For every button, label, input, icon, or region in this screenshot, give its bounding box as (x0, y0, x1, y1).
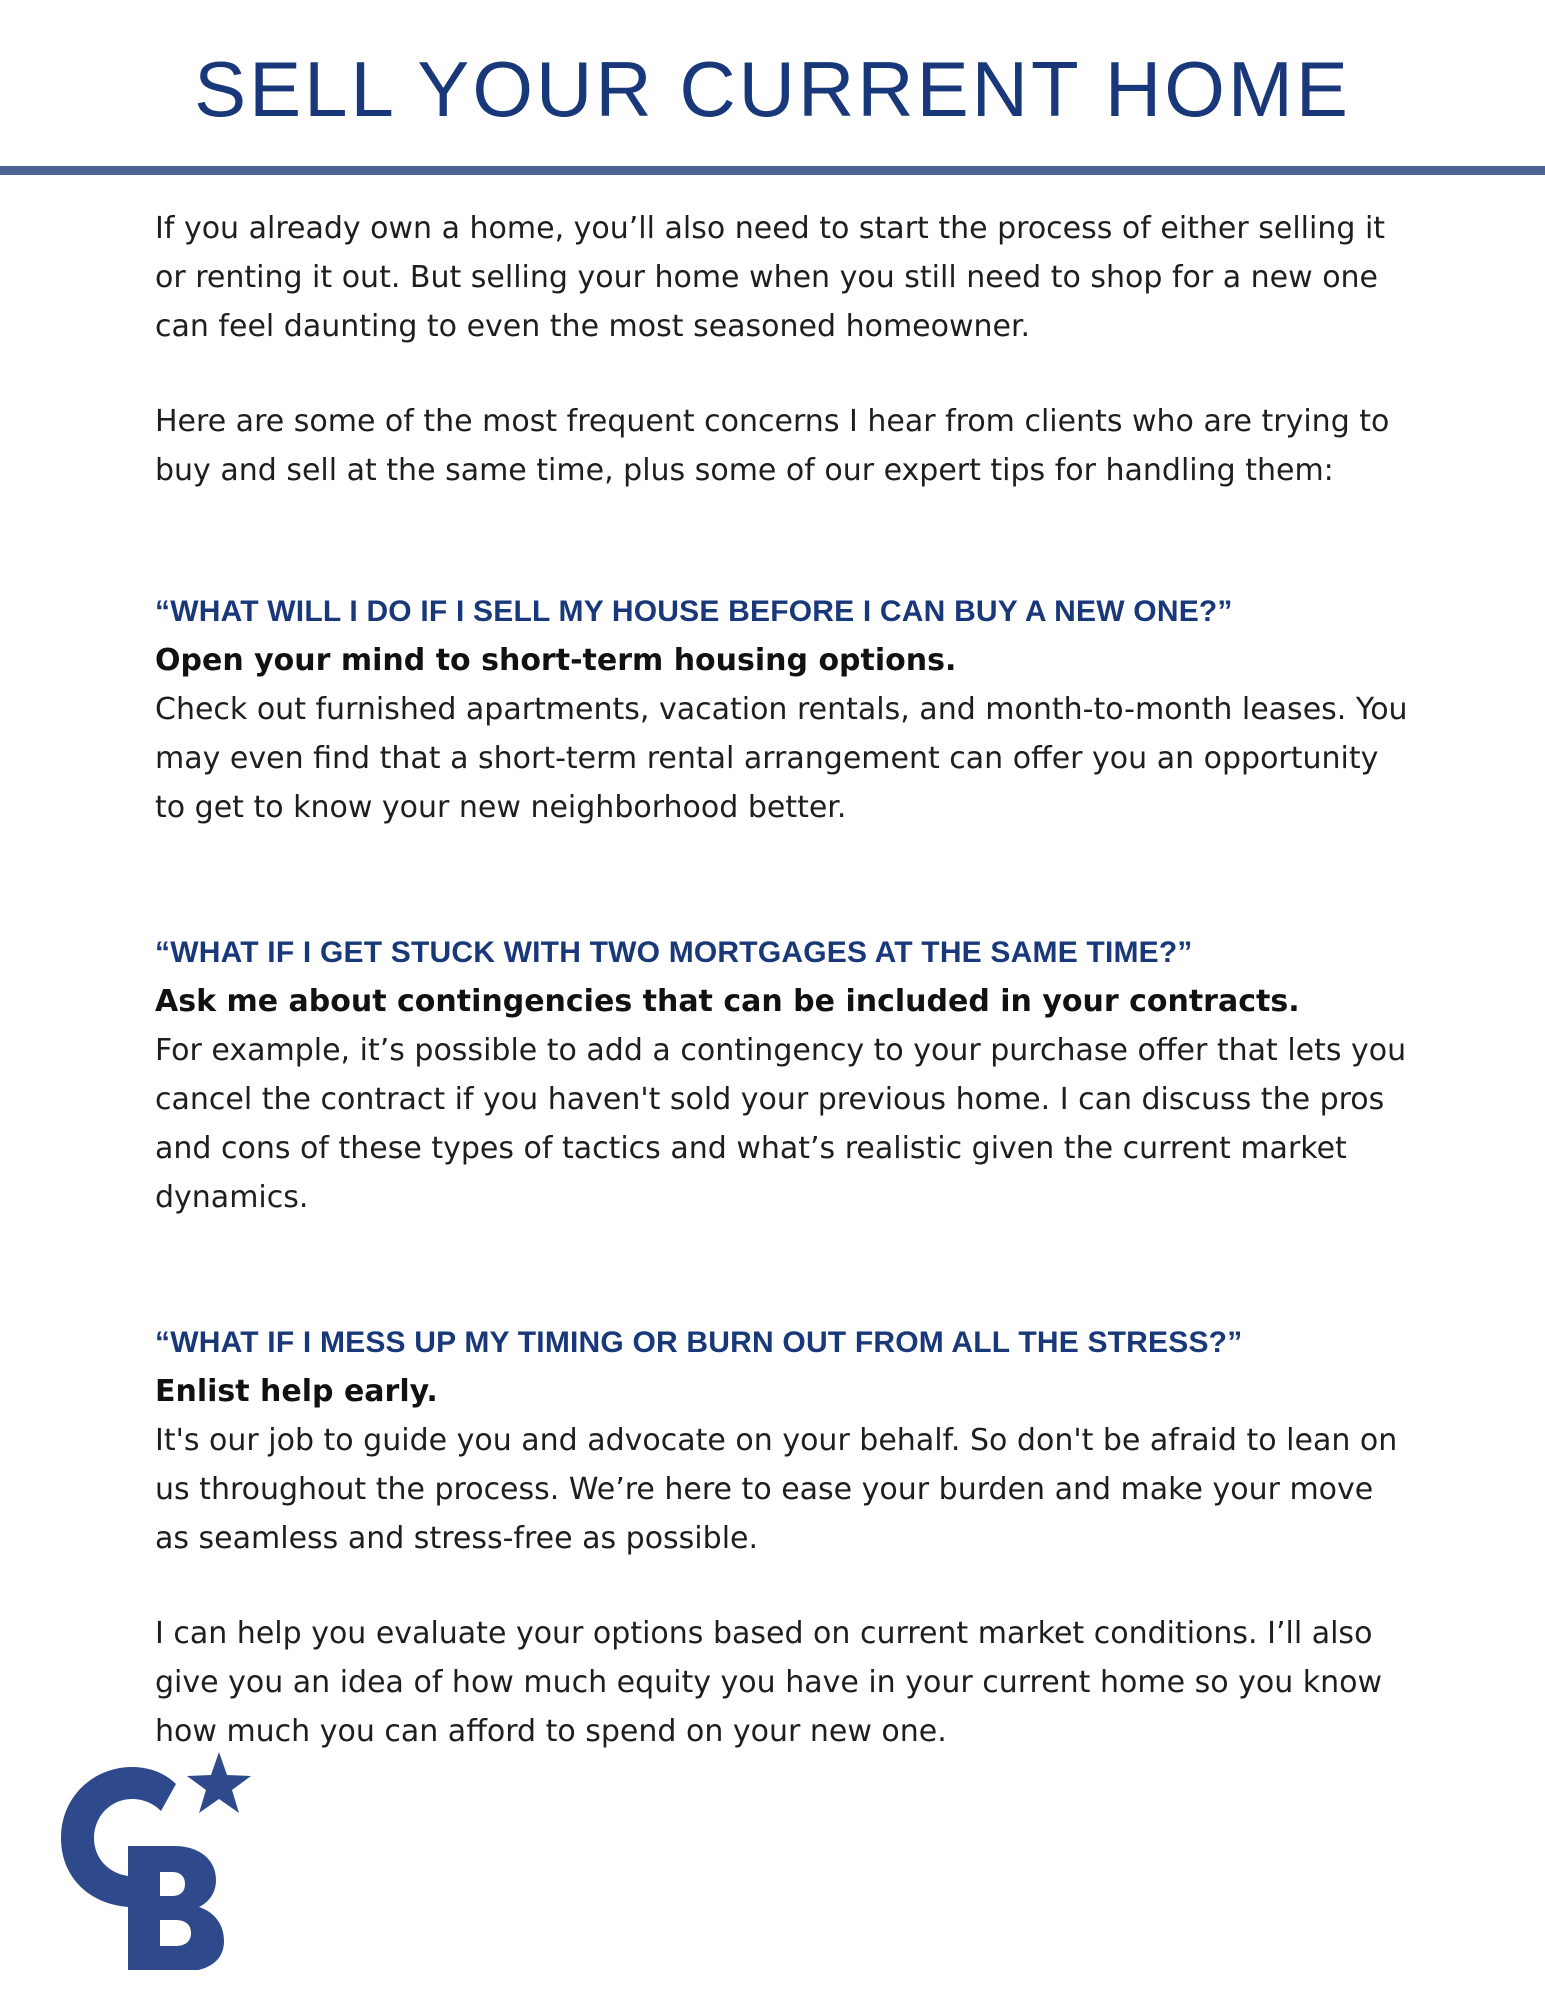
concern-question: “WHAT IF I GET STUCK WITH TWO MORTGAGES AT THE SAME TIME?” (155, 936, 1193, 969)
title-divider (0, 166, 1545, 175)
intro-paragraph-2: Here are some of the most frequent concerns I hear from clients who are trying to buy and sell at the same time, plus some of our expert tips for handling them: (155, 404, 1390, 488)
page-title: SELL YOUR CURRENT HOME (194, 45, 1351, 133)
intro-paragraph-1: If you already own a home, you’ll also need to start the process of either selling it or renting it out. But selling your home when you still need to shop for a new one can feel daunting to even the most seasoned homeowner. (155, 211, 1386, 344)
concern-question: “WHAT IF I MESS UP MY TIMING OR BURN OUT FROM ALL THE STRESS?” (155, 1326, 1243, 1359)
concern-section-timing-stress (155, 1318, 1415, 1563)
tip-body: It's our job to guide you and advocate on your behalf. So don't be afraid to lean on us throughout the process. We’re here to ease your burden and make your move as seamless and stress-free as possible. (155, 1423, 1398, 1556)
tip-heading: Ask me about contingencies that can be included in your contracts. (155, 984, 1300, 1019)
concern-question: “WHAT WILL I DO IF I SELL MY HOUSE BEFORE I CAN BUY A NEW ONE?” (155, 595, 1233, 628)
page-header (0, 0, 1545, 168)
document-body (155, 204, 1415, 1756)
closing-paragraph: I can help you evaluate your options based on current market conditions. I’ll also give you an idea of how much equity you have in your current home so you know how much you can afford to spend on your new one. (155, 1616, 1383, 1749)
cb-star-logo-icon (56, 1750, 252, 1970)
tip-heading: Open your mind to short-term housing options. (155, 643, 957, 678)
tip-body: For example, it’s possible to add a contingency to your purchase offer that lets you cancel the contract if you haven't sold your previous home. I can discuss the pros and cons of these types of tactics and what’s realistic given the current market dynamics. (155, 1033, 1407, 1215)
concern-section-short-term-housing (155, 587, 1415, 832)
concern-section-two-mortgages (155, 928, 1415, 1222)
tip-body: Check out furnished apartments, vacation rentals, and month-to-month leases. You may even find that a short-term rental arrangement can offer you an opportunity to get to know your new neighborhood better. (155, 692, 1408, 825)
tip-heading: Enlist help early. (155, 1374, 438, 1409)
